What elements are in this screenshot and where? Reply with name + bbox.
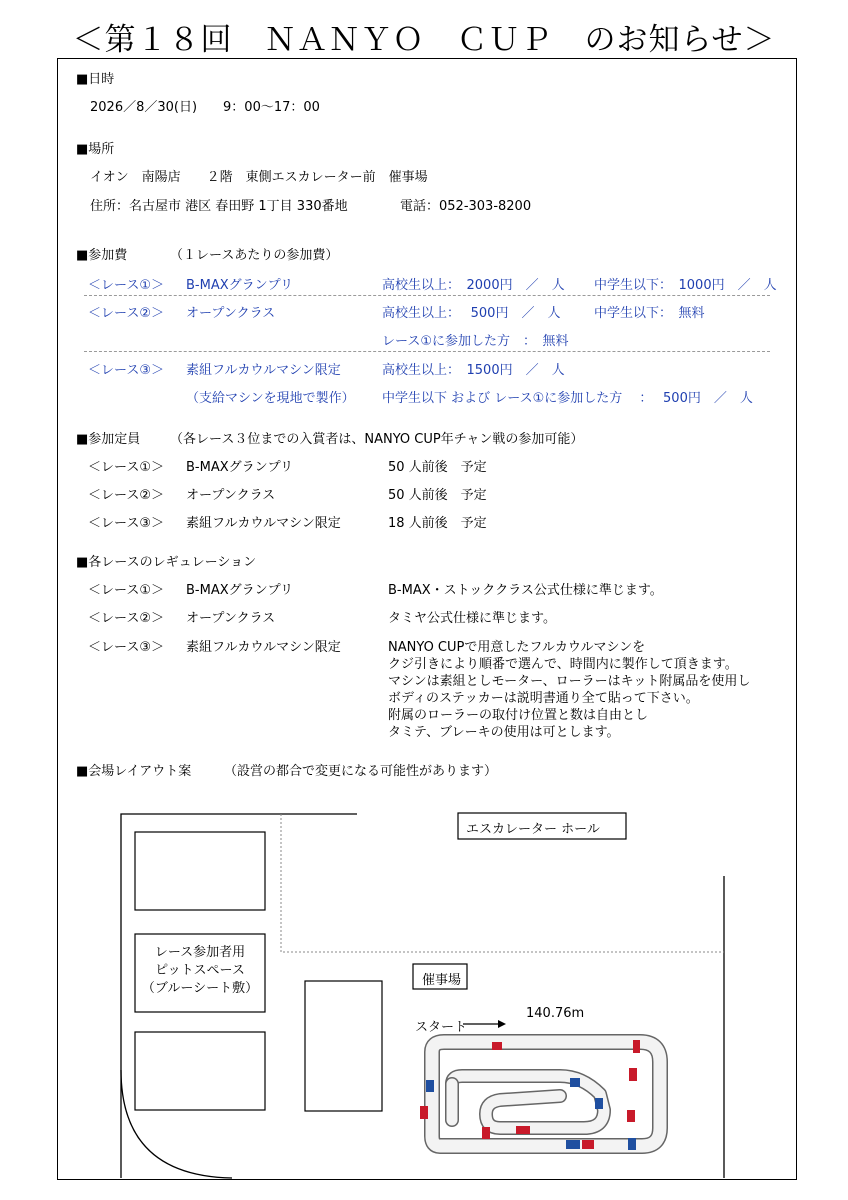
fee-r3-name: 素組フルカウルマシン限定 [186,363,341,378]
fee-r3-race: ＜レース③＞ [88,363,165,378]
start-label: スタート [415,1020,468,1035]
regulation-detail-line: ボディのステッカーは説明書通り全て貼って下さい。 [388,691,699,706]
capacity-count: 50 人前後 予定 [388,488,487,503]
regulation-rule: NANYO CUPで用意したフルカウルマシンを [388,640,646,655]
capacity-name: B-MAXグランプリ [186,460,294,475]
datetime-heading: ■日時 [76,72,115,87]
fee-r1-name: B-MAXグランプリ [186,278,294,293]
fee-r1-junior: 中学生以下： 1000円 ／ 人 [594,278,777,293]
track-length-label: 140.76m [526,1006,585,1021]
capacity-race: ＜レース③＞ [88,516,165,531]
regulation-race: ＜レース②＞ [88,611,165,626]
regulation-race: ＜レース①＞ [88,583,165,598]
regulation-name: オープンクラス [186,611,276,626]
capacity-race: ＜レース②＞ [88,488,165,503]
regulation-detail-line: マシンは素組としモーター、ローラーはキット附属品を使用し [388,674,751,689]
regulation-rule: B-MAX・ストッククラス公式仕様に準じます。 [388,583,663,598]
regulation-detail-line: タミテ、ブレーキの使用は可とします。 [388,725,620,740]
capacity-count: 50 人前後 予定 [388,460,487,475]
fee-r2-junior: 中学生以下： 無料 [594,306,705,321]
fee-r3-junior: 中学生以下 および レース①に参加した方 ： 500円 ／ 人 [382,391,753,406]
capacity-heading: ■参加定員 [76,432,141,447]
pit-label-line: （ブルーシート敷） [141,981,259,996]
regulation-detail-line: 附属のローラーの取付け位置と数は自由とし [388,708,649,723]
fee-r2-extra: レース①に参加した方 ： 無料 [382,334,569,349]
fee-r1-race: ＜レース①＞ [88,278,165,293]
pit-label-line: レース参加者用 [154,945,246,960]
fee-r2-name: オープンクラス [186,306,276,321]
regulation-rule: タミヤ公式仕様に準じます。 [388,611,556,626]
page-title: ＜第１８回 ＮＡＮＹＯ ＣＵＰ のお知らせ＞ [72,22,776,58]
fee-r2-high: 高校生以上： 500円 ／ 人 [382,306,561,321]
capacity-name: オープンクラス [186,488,276,503]
race-track [432,1042,660,1146]
fee-r1-high: 高校生以上： 2000円 ／ 人 [382,278,565,293]
capacity-note: （各レース３位までの入賞者は、NANYO CUP年チャン戦の参加可能） [170,432,584,447]
place-phone: 電話：052-303-8200 [400,199,532,214]
pit-label-line: ピットスペース [155,963,245,978]
pit-space-label [135,944,265,998]
fee-note: （１レースあたりの参加費） [170,248,339,263]
fee-r2-race: ＜レース②＞ [88,306,165,321]
capacity-race: ＜レース①＞ [88,460,165,475]
place-venue: イオン 南陽店 ２階 東側エスカレーター前 催事場 [90,170,428,185]
regulation-detail-line: クジ引きにより順番で選んで、時間内に製作して頂きます。 [388,657,738,672]
escalator-hall-label: エスカレーター ホール [466,822,600,837]
regulation-name: 素組フルカウルマシン限定 [186,640,341,655]
event-area-label: 催事場 [422,973,462,988]
datetime-value: 2026／8／30(日) 9：00～17：00 [90,100,320,115]
regulation-name: B-MAXグランプリ [186,583,294,598]
layout-heading: ■会場レイアウト案 [76,764,192,779]
layout-note: （設営の都合で変更になる可能性があります） [224,764,498,779]
capacity-count: 18 人前後 予定 [388,516,487,531]
regulation-heading: ■各レースのレギュレーション [76,555,257,570]
place-heading: ■場所 [76,142,115,157]
place-address: 住所：名古屋市 港区 春田野 1丁目 330番地 [90,199,348,214]
capacity-name: 素組フルカウルマシン限定 [186,516,341,531]
fee-heading: ■参加費 [76,248,128,263]
fee-r3-high: 高校生以上： 1500円 ／ 人 [382,363,565,378]
regulation-race: ＜レース③＞ [88,640,165,655]
fee-r3-sub: （支給マシンを現地で製作） [186,391,355,406]
